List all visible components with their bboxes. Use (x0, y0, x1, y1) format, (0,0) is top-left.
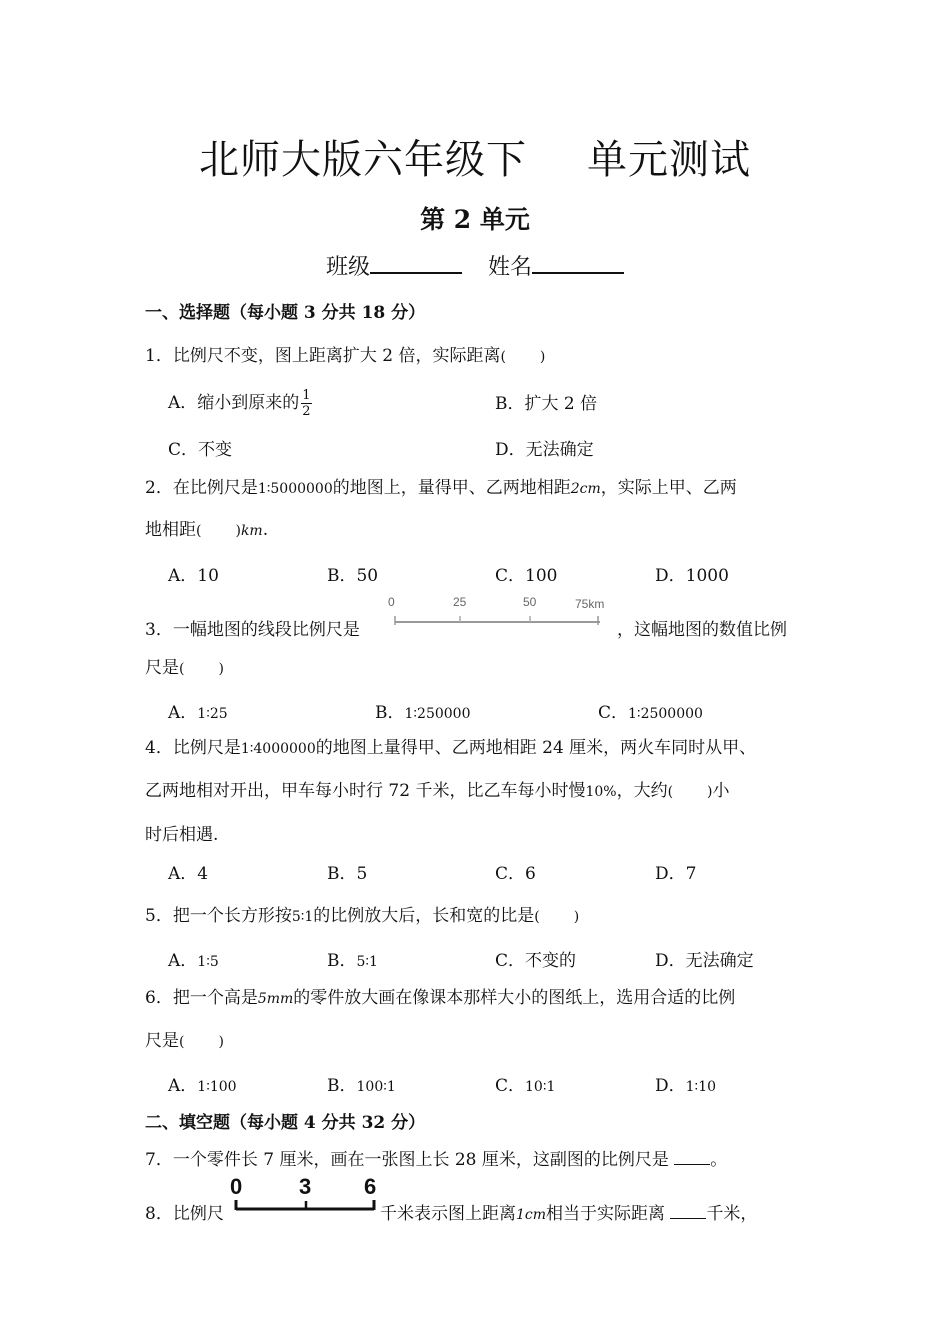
q3-scale-label-0: 0 (388, 595, 395, 609)
q5-option-a[interactable] (168, 946, 219, 971)
q1-option-b[interactable]: B．扩大 2 倍 (495, 394, 598, 414)
question-8-text-2 (380, 1199, 757, 1224)
q3-scale-label-50: 50 (523, 595, 537, 609)
question-6-line-2: 尺是( ) (145, 1031, 224, 1051)
q3-scale-label-75km: 75km (575, 597, 605, 611)
q6-b-letter: B． (327, 1076, 357, 1096)
q1-option-a[interactable] (168, 388, 312, 419)
q6-a-val: 1∶100 (197, 1079, 237, 1095)
q5-b-letter: B． (327, 951, 357, 971)
q4-percent: 10% (585, 784, 617, 800)
class-blank[interactable] (370, 250, 462, 274)
q5-ratio: 5∶1 (291, 909, 314, 925)
question-8-text-1: 8．比例尺 (145, 1204, 224, 1224)
q4-option-b[interactable]: B．5 (327, 864, 368, 884)
q3-b-val: 1∶250000 (404, 706, 471, 722)
section-choice-title: 一、选择题（每小题 3 分共 18 分） (145, 303, 426, 323)
q8-text-2: 千米表示图上距离 (380, 1204, 516, 1224)
q5-a-val: 1∶5 (197, 954, 219, 970)
name-blank[interactable] (532, 250, 624, 274)
q2-option-a[interactable]: A．10 (168, 566, 219, 586)
line-scale-75km (385, 592, 615, 632)
q5-option-d[interactable]: D．无法确定 (655, 951, 754, 971)
question-6 (145, 983, 735, 1008)
q8-scale-label-0: 0 (230, 1174, 243, 1199)
q3-c-val: 1∶2500000 (628, 706, 703, 722)
q2-text-2: 的地图上，量得甲、乙两地相距 (332, 478, 571, 498)
q6-option-d[interactable] (655, 1071, 716, 1096)
q5-text-1: 5．把一个长方形按 (145, 906, 292, 926)
q1-option-a-text: A．缩小到原来的 (168, 393, 300, 413)
q5-option-c[interactable]: C．不变的 (495, 951, 577, 971)
q4-text-1: 4．比例尺是 (145, 738, 241, 758)
question-7 (145, 1145, 727, 1170)
q3-scale-label-25: 25 (453, 595, 467, 609)
q6-d-val: 1∶10 (685, 1079, 717, 1095)
q6-b-val: 100∶1 (356, 1079, 396, 1095)
question-2-line-2: 地相距( )km. (145, 520, 269, 540)
q4-scale: 1∶4000000 (240, 741, 316, 757)
q1-text: 1．比例尺不变，图上距离扩大 2 倍，实际距离 (145, 346, 501, 366)
q2-unit: km (240, 523, 263, 539)
q2-text-3: ，实际上甲、乙两 (600, 478, 737, 498)
frac-num: 1 (302, 388, 311, 403)
q3-b-letter: B． (375, 703, 405, 723)
student-info-row (0, 250, 950, 281)
q8-answer-blank[interactable] (670, 1204, 706, 1219)
q6-c-val: 10∶1 (525, 1079, 556, 1095)
q2-distance: 2cm (570, 481, 601, 497)
section-fill-title: 二、填空题（每小题 4 分共 32 分） (145, 1113, 426, 1133)
question-4-line-2: 乙两地相对开出，甲车每小时行 72 千米，比乙车每小时慢10%，大约( )小 (145, 781, 730, 801)
q6-option-c[interactable] (495, 1071, 555, 1096)
q2-text-1: 2．在比例尺是 (145, 478, 258, 498)
q3-option-c[interactable] (598, 698, 703, 723)
q8-text-3: 相当于实际距离 (546, 1204, 666, 1224)
q3-a-val: 1∶25 (197, 706, 228, 722)
q4-option-d[interactable]: D．7 (655, 864, 697, 884)
q2-option-b[interactable]: B．50 (327, 566, 379, 586)
question-3-text-1: 3．一幅地图的线段比例尺是 (145, 620, 360, 640)
q6-size: 5mm (257, 991, 294, 1007)
q8-scale-label-6: 6 (364, 1174, 377, 1199)
q3-option-a[interactable] (168, 698, 228, 723)
q1-option-d[interactable]: D．无法确定 (495, 440, 594, 460)
question-4-line-3: 时后相遇. (145, 825, 219, 845)
q3-a-letter: A． (168, 703, 198, 723)
q2-option-c[interactable]: C．100 (495, 566, 558, 586)
q2-scale: 1∶5000000 (257, 481, 333, 497)
q8-scale-label-3: 3 (299, 1174, 312, 1199)
q6-d-letter: D． (655, 1076, 686, 1096)
q2-option-d[interactable]: D．1000 (655, 566, 729, 586)
q4-text-5: 小 (712, 781, 730, 801)
class-label: 班级 (325, 255, 370, 280)
q6-option-b[interactable] (327, 1071, 396, 1096)
q2-period: . (262, 520, 269, 540)
q7-end: 。 (710, 1150, 728, 1170)
title-right: 单元测试 (587, 137, 751, 183)
line-scale-6km (230, 1172, 380, 1222)
q5-text-2: 的比例放大后，长和宽的比是 (313, 906, 535, 926)
q6-text-2: 的零件放大画在像课本那样大小的图纸上，选用合适的比例 (293, 988, 736, 1008)
question-2 (145, 473, 737, 498)
fraction-one-half (301, 388, 311, 419)
question-3-line-2: 尺是( ) (145, 658, 224, 678)
q6-text-3: 尺是 (145, 1031, 179, 1051)
q8-text-4: 千米， (706, 1204, 758, 1224)
q4-option-a[interactable]: A．4 (168, 864, 209, 884)
q6-text-1: 6．把一个高是 (145, 988, 258, 1008)
q6-option-a[interactable] (168, 1071, 237, 1096)
q4-text-2: 的地图上量得甲、乙两地相距 24 厘米，两火车同时从甲、 (315, 738, 757, 758)
page-title (0, 128, 950, 185)
q3-c-letter: C． (598, 703, 629, 723)
q4-text-3: 乙两地相对开出，甲车每小时行 72 千米，比乙车每小时慢 (145, 781, 586, 801)
q6-a-letter: A． (168, 1076, 198, 1096)
question-3-text-2: ，这幅地图的数值比例 (617, 620, 787, 640)
q6-c-letter: C． (495, 1076, 526, 1096)
q7-text: 7．一个零件长 7 厘米，画在一张图上长 28 厘米，这副图的比例尺是 (145, 1150, 669, 1170)
q8-distance: 1cm (516, 1207, 547, 1223)
title-left: 北师大版六年级下 (199, 137, 527, 183)
question-4 (145, 733, 756, 758)
frac-den: 2 (302, 404, 311, 419)
question-5: 5．把一个长方形按5∶1的比例放大后，长和宽的比是( ) (145, 906, 580, 926)
q5-option-b[interactable] (327, 946, 378, 971)
question-1: 1．比例尺不变，图上距离扩大 2 倍，实际距离( ) (145, 346, 546, 366)
q5-b-val: 5∶1 (356, 954, 378, 970)
name-label: 姓名 (488, 255, 533, 280)
q1-option-c[interactable]: C．不变 (168, 440, 233, 460)
q7-answer-blank[interactable] (674, 1150, 710, 1165)
q3-option-b[interactable] (375, 698, 471, 723)
q2-text-4: 地相距 (145, 520, 196, 540)
unit-subtitle: 第 2 单元 (420, 205, 530, 234)
q5-a-letter: A． (168, 951, 198, 971)
q4-option-c[interactable]: C．6 (495, 864, 536, 884)
q4-text-4: ，大约 (616, 781, 668, 801)
q3-text-3: 尺是 (145, 658, 179, 678)
